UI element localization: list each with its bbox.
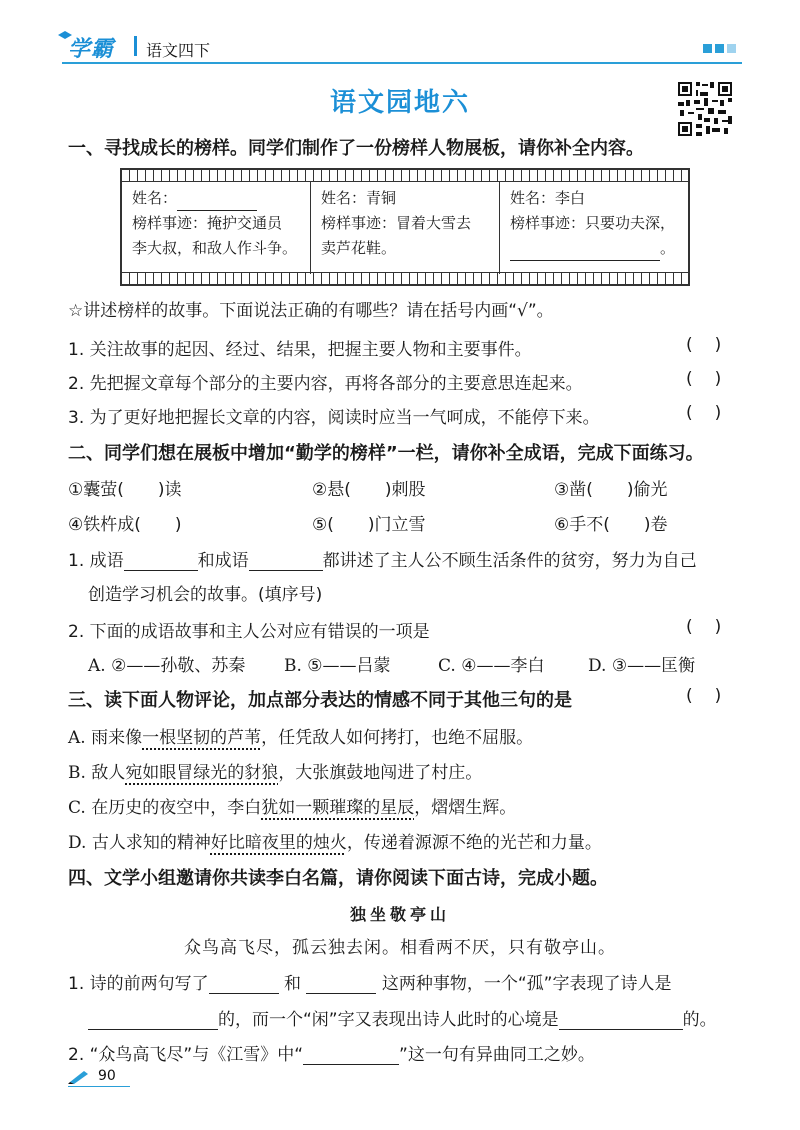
q2-blank-2[interactable] [249, 555, 323, 571]
q3-answer-box[interactable]: () [686, 686, 744, 706]
q2-option-d[interactable]: D. ③——匡衡 [588, 656, 696, 676]
q4-blank-3[interactable] [88, 1014, 218, 1030]
q4-blank-2[interactable] [306, 978, 376, 994]
q2-item-2-answer-box[interactable]: () [686, 617, 744, 637]
q3-heading: 三、读下面人物评论，加点部分表达的情感不同于其他三句的是 [68, 690, 572, 711]
idiom-6[interactable]: ⑥手不( )卷 [554, 515, 668, 535]
q2-option-b[interactable]: B. ⑤——吕蒙 [284, 656, 391, 676]
q2-blank-1[interactable] [124, 555, 198, 571]
q1-item-2: 2. 先把握文章每个部分的主要内容，再将各部分的主要意思连起来。 [68, 374, 583, 394]
q4-heading: 四、文学小组邀请你共读李白名篇，请你阅读下面古诗，完成小题。 [68, 868, 608, 889]
q2-option-a[interactable]: A. ②——孙敬、苏秦 [88, 656, 246, 676]
subject-label: 语文四下 [146, 41, 211, 60]
board-cell-3: 姓名：李白 榜样事迹：只要功夫深， 。 [500, 182, 688, 274]
qr-code-icon [676, 80, 734, 138]
q2-item-1: 1. 成语 和成语 都讲述了主人公不顾生活条件的贫穷，努力为自己 [68, 551, 697, 571]
q2-item-1-cont: 创造学习机会的故事。(填序号) [88, 585, 323, 605]
q1-heading: 一、寻找成长的榜样。同学们制作了一份榜样人物展板，请你补全内容。 [68, 138, 644, 159]
idiom-3[interactable]: ③凿( )偷光 [554, 480, 668, 500]
idiom-2[interactable]: ②悬( )刺股 [312, 480, 426, 500]
q2-item-2: 2. 下面的成语故事和主人公对应有错误的一项是 [68, 622, 430, 642]
film-strip-top [122, 170, 688, 182]
q1-item-3: 3. 为了更好地把握长文章的内容，阅读时应当一气呵成，不能停下来。 [68, 408, 600, 428]
page-number: 90 [98, 1068, 116, 1084]
q4-item-1: 1. 诗的前两句写了 和 这两种事物，一个“孤”字表现了诗人是 [68, 974, 672, 994]
header-marks [703, 44, 736, 53]
idiom-4[interactable]: ④铁杵成( ) [68, 515, 182, 535]
q1-item-1-answer-box[interactable]: () [686, 335, 744, 355]
q2-option-c[interactable]: C. ④——李白 [438, 656, 545, 676]
idiom-5[interactable]: ⑤( )门立雪 [312, 515, 426, 535]
role-model-board [120, 168, 690, 286]
deed-blank-input[interactable] [510, 245, 660, 261]
page-header [62, 30, 742, 64]
film-strip-bottom [122, 272, 688, 284]
footer-line [68, 1086, 130, 1087]
poem-text: 众鸟高飞尽，孤云独去闲。相看两不厌，只有敬亭山。 [184, 938, 616, 958]
q4-blank-1[interactable] [209, 978, 279, 994]
page-title: 语文园地六 [329, 88, 470, 118]
q2-heading: 二、同学们想在展板中增加“勤学的榜样”一栏，请你补全成语，完成下面练习。 [68, 443, 704, 464]
poem-title: 独坐敬亭山 [349, 905, 450, 924]
q4-item-2: 2. “众鸟高飞尽”与《江雪》中“ ”这一句有异曲同工之妙。 [68, 1045, 595, 1065]
brand-divider [134, 36, 137, 56]
q1-item-1: 1. 关注故事的起因、经过、结果，把握主要人物和主要事件。 [68, 340, 532, 360]
board-cell-1: 姓名： 榜样事迹：掩护交通员 李大叔，和敌人作斗争。 [122, 182, 311, 274]
name-blank-input[interactable] [177, 195, 257, 211]
q1-item-3-answer-box[interactable]: () [686, 403, 744, 423]
idiom-1[interactable]: ①囊萤( )读 [68, 480, 182, 500]
q3-option-d[interactable]: D. 古人求知的精神好比暗夜里的烛火，传递着源源不绝的光芒和力量。 [68, 833, 602, 853]
pencil-icon [68, 1070, 90, 1084]
q4-blank-5[interactable] [303, 1049, 399, 1065]
q3-option-a[interactable]: A. 雨来像一根坚韧的芦苇，任凭敌人如何拷打，也绝不屈服。 [68, 728, 534, 748]
board-cell-2: 姓名：青铜 榜样事迹：冒着大雪去 卖芦花鞋。 [311, 182, 500, 274]
q4-blank-4[interactable] [559, 1014, 683, 1030]
q3-option-b[interactable]: B. 敌人宛如眼冒绿光的豺狼，大张旗鼓地闯进了村庄。 [68, 763, 483, 783]
q4-item-1-cont: 的，而一个“闲”字又表现出诗人此时的心境是 的。 [88, 1005, 717, 1030]
q1-item-2-answer-box[interactable]: () [686, 369, 744, 389]
brand-logo: 学霸 [68, 37, 115, 62]
q1-sub-heading: ☆讲述榜样的故事。下面说法正确的有哪些？请在括号内画“√”。 [68, 301, 554, 321]
q3-option-c[interactable]: C. 在历史的夜空中，李白犹如一颗璀璨的星辰，熠熠生辉。 [68, 798, 517, 818]
